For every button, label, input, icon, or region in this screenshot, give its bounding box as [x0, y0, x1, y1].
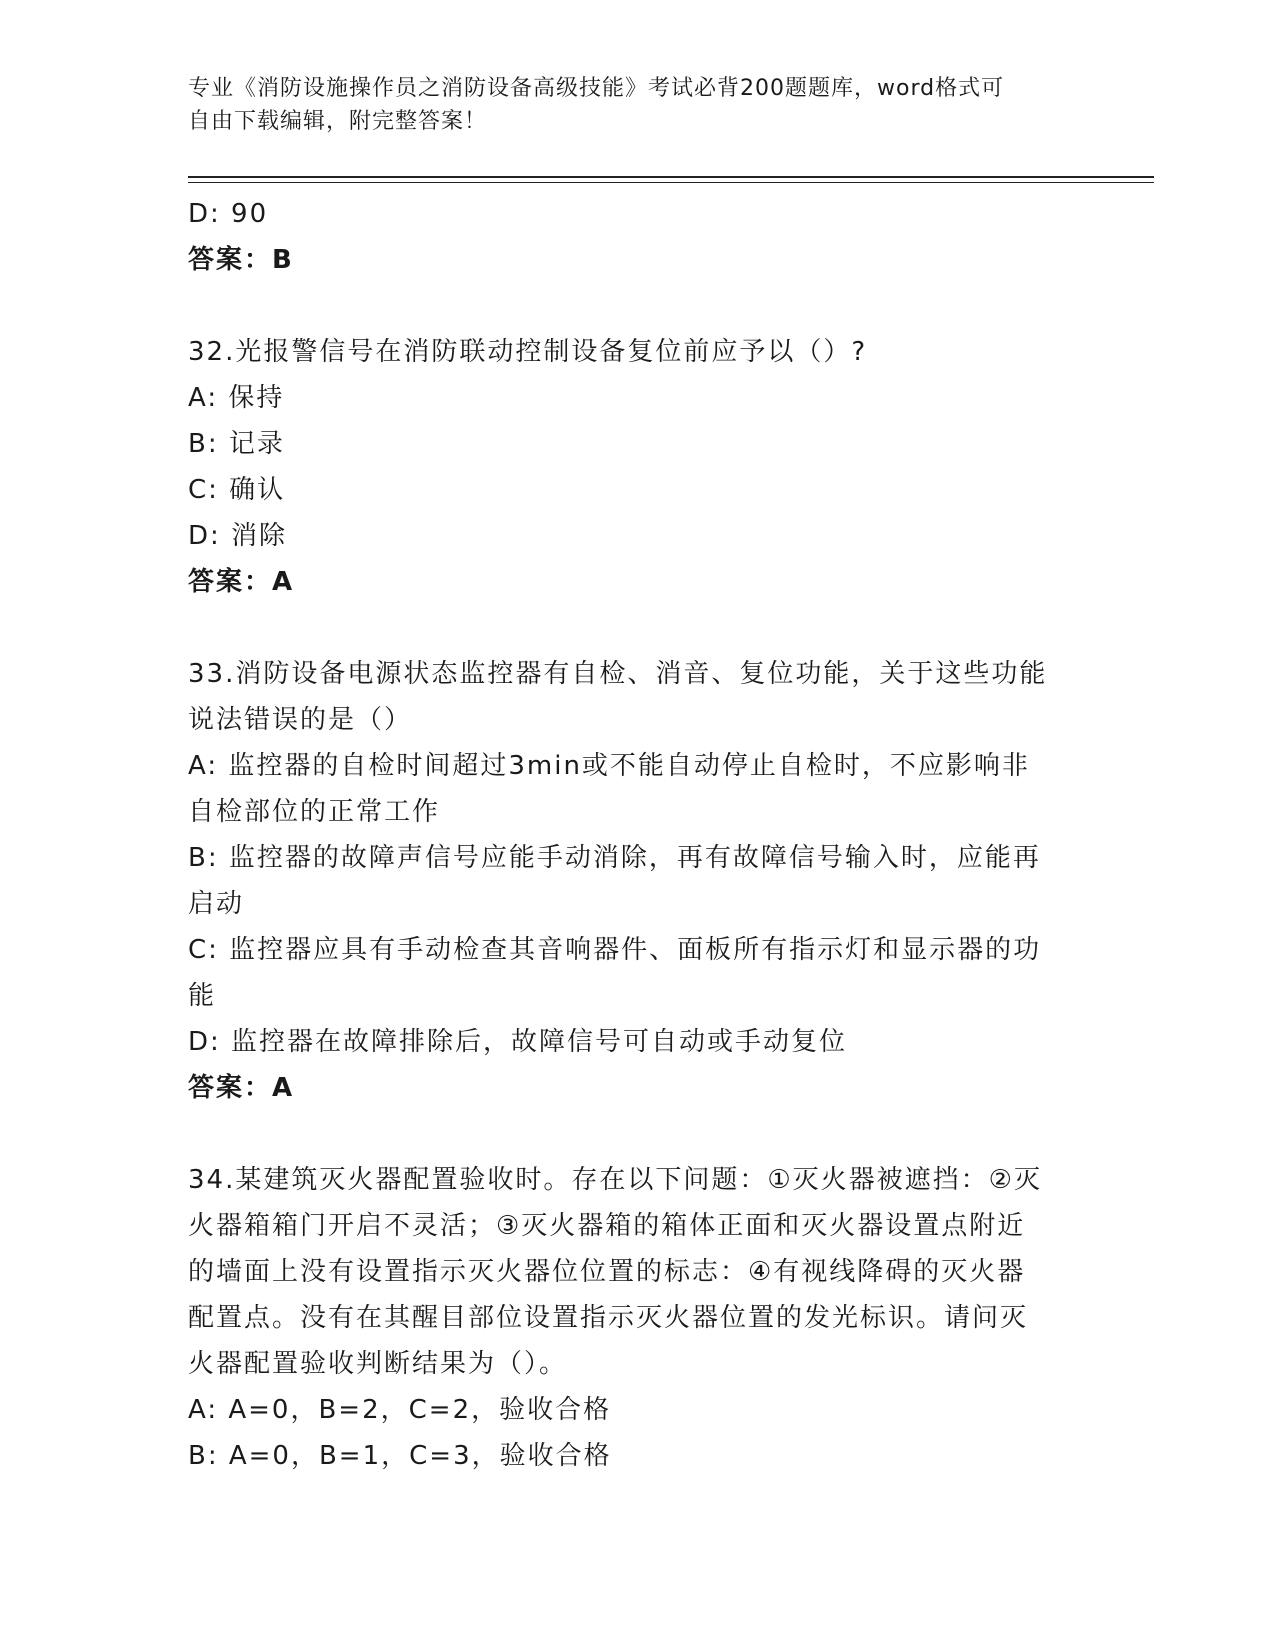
option-b-line-1: B: 监控器的故障声信号应能手动消除，再有故障信号输入时，应能再 — [188, 843, 1041, 873]
option-a: A: A=0，B=2，C=2，验收合格 — [188, 1395, 612, 1425]
question-stem-line-1: 33.消防设备电源状态监控器有自检、消音、复位功能，关于这些功能 — [188, 659, 1048, 689]
option-d: D: 监控器在故障排除后，故障信号可自动或手动复位 — [188, 1027, 848, 1057]
option-d: D: 消除 — [188, 521, 288, 551]
question-stem-line-3: 的墙面上没有设置指示灭火器位位置的标志：④有视线降碍的灭火器 — [188, 1257, 1026, 1287]
spacer — [188, 605, 1088, 651]
answer: 答案：A — [188, 567, 295, 597]
question-stem-line-4: 配置点。没有在其醒目部位设置指示灭火器位置的发光标识。请问灭 — [188, 1303, 1029, 1333]
option-a-line-1: A: 监控器的自检时间超过3min或不能自动停止自检时，不应影响非 — [188, 751, 1030, 781]
option-c: C: 确认 — [188, 475, 286, 505]
header-rule-thin — [188, 182, 1154, 183]
option-a-line-2: 自检部位的正常工作 — [188, 797, 441, 827]
question-31 — [188, 191, 1088, 283]
option-b: B: A=0，B=1，C=3，验收合格 — [188, 1441, 612, 1471]
header-line-2: 自由下载编辑，附完整答案！ — [188, 109, 488, 134]
question-stem-line-1: 34.某建筑灭火器配置验收时。存在以下问题：①灭火器被遮挡：②灭 — [188, 1165, 1042, 1195]
option-c-line-1: C: 监控器应具有手动检查其音响器件、面板所有指示灯和显示器的功 — [188, 935, 1042, 965]
option-d: D: 90 — [188, 199, 269, 229]
question-stem: 32.光报警信号在消防联动控制设备复位前应予以（）? — [188, 337, 868, 367]
option-c-line-2: 能 — [188, 981, 217, 1011]
answer: 答案：A — [188, 1073, 295, 1103]
answer: 答案：B — [188, 245, 294, 275]
document-header — [188, 72, 1088, 138]
question-32 — [188, 329, 1088, 605]
spacer — [188, 283, 1088, 329]
header-rule-thick — [188, 176, 1154, 178]
question-list — [188, 191, 1088, 1479]
option-b: B: 记录 — [188, 429, 285, 459]
option-a: A: 保持 — [188, 383, 285, 413]
option-b-line-2: 启动 — [188, 889, 245, 919]
header-line-1: 专业《消防设施操作员之消防设备高级技能》考试必背200题题库，word格式可 — [188, 76, 1005, 101]
question-33 — [188, 651, 1088, 1111]
question-stem-line-2: 说法错误的是（） — [188, 705, 413, 735]
spacer — [188, 1111, 1088, 1157]
question-34 — [188, 1157, 1088, 1479]
question-stem-line-2: 火器箱箱门开启不灵活；③灭火器箱的箱体正面和灭火器设置点附近 — [188, 1211, 1026, 1241]
question-stem-line-5: 火器配置验收判断结果为（）。 — [188, 1349, 568, 1379]
